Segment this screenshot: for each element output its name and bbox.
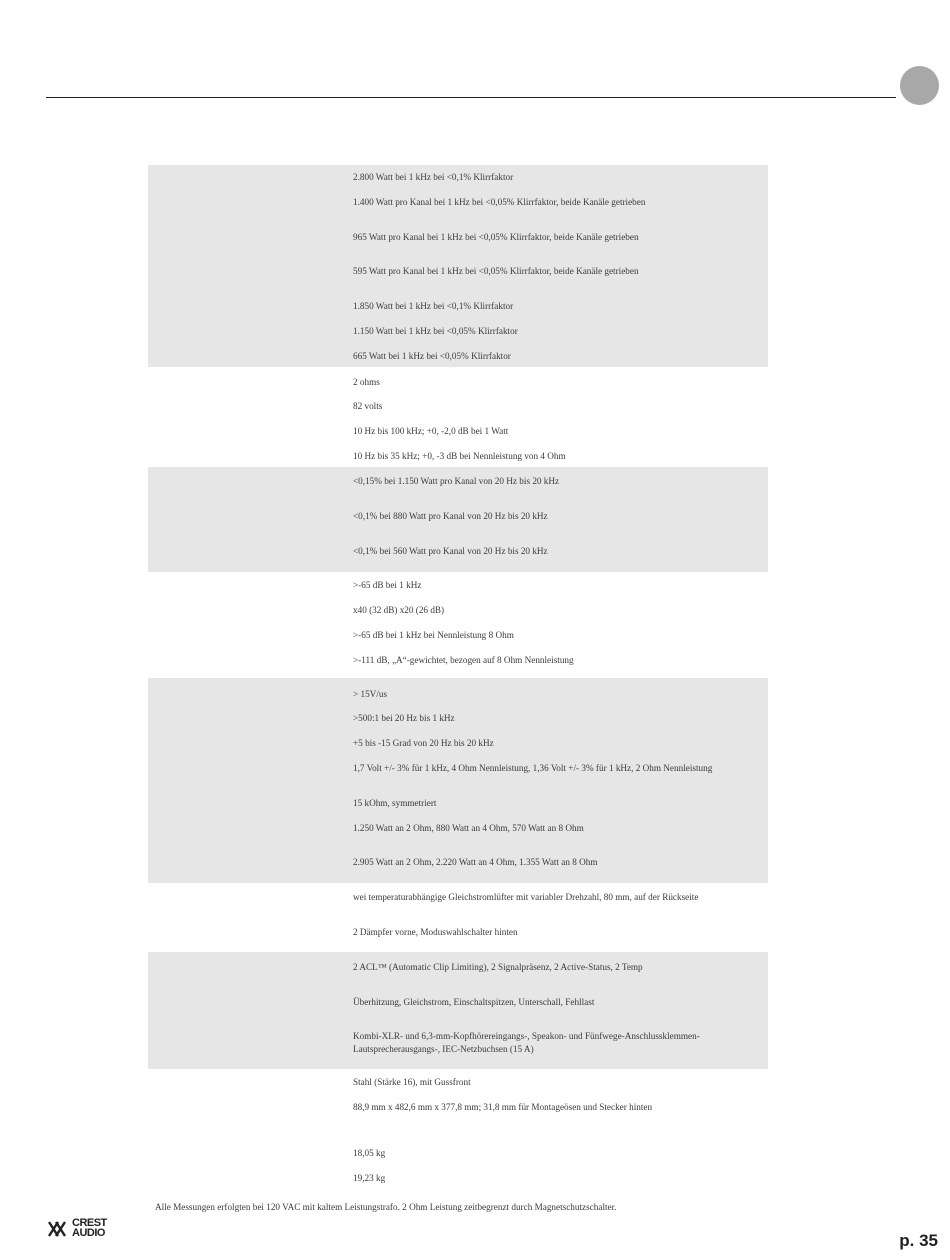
spec-line: Überhitzung, Gleichstrom, Einschaltspitzen, Unterschall, Fehllast xyxy=(353,997,595,1007)
page-number: p. 35 xyxy=(899,1231,938,1250)
spec-line: 15 kOhm, symmetriert xyxy=(353,798,437,808)
spec-line: x40 (32 dB) x20 (26 dB) xyxy=(353,605,445,615)
spec-line: >-111 dB, „A“-gewichtet, bezogen auf 8 Ohm Nennleistung xyxy=(353,655,574,665)
spec-band-physical xyxy=(148,1069,768,1199)
spec-line: 10 Hz bis 35 kHz; +0, -3 dB bei Nennleistung von 4 Ohm xyxy=(353,451,566,461)
spec-line: >500:1 bei 20 Hz bis 1 kHz xyxy=(353,713,455,723)
footnote: Alle Messungen erfolgten bei 120 VAC mit kaltem Leistungstrafo. 2 Ohm Leistung zeitbegrenzt durch Magnetschutzschalter. xyxy=(155,1202,617,1212)
spec-line: 82 volts xyxy=(353,401,383,411)
spec-line: 1.850 Watt bei 1 kHz bei <0,1% Klirrfaktor xyxy=(353,301,514,311)
spec-line: 10 Hz bis 100 kHz; +0, -2,0 dB bei 1 Watt xyxy=(353,426,509,436)
spec-line: Stahl (Stärke 16), mit Gussfront xyxy=(353,1077,471,1087)
spec-band-distortion xyxy=(148,467,768,572)
spec-band-crosstalk-gain xyxy=(148,572,768,678)
spec-line: <0,1% bei 560 Watt pro Kanal von 20 Hz bis 20 kHz xyxy=(353,546,548,556)
spec-band-cooling-controls xyxy=(148,883,768,952)
spec-band-slew-sensitivity xyxy=(148,678,768,883)
spec-line: <0,15% bei 1.150 Watt pro Kanal von 20 Hz bis 20 kHz xyxy=(353,476,560,486)
spec-line: wei temperaturabhängige Gleichstromlüfter mit variabler Drehzahl, 80 mm, auf der Rückseite xyxy=(353,892,699,902)
spec-line: 2.905 Watt an 2 Ohm, 2.220 Watt an 4 Ohm, 1.355 Watt an 8 Ohm xyxy=(353,857,598,867)
crest-audio-logo xyxy=(48,1218,128,1242)
spec-line: >-65 dB bei 1 kHz bei Nennleistung 8 Ohm xyxy=(353,630,514,640)
spec-line: 965 Watt pro Kanal bei 1 kHz bei <0,05% Klirrfaktor, beide Kanäle getrieben xyxy=(353,232,639,242)
spec-line: 1.250 Watt an 2 Ohm, 880 Watt an 4 Ohm, 570 Watt an 8 Ohm xyxy=(353,823,584,833)
spec-line: 2 ohms xyxy=(353,377,380,387)
spec-line: 2 Dämpfer vorne, Moduswahlschalter hinten xyxy=(353,927,518,937)
spec-line: 2.800 Watt bei 1 kHz bei <0,1% Klirrfaktor xyxy=(353,172,514,182)
spec-line: +5 bis -15 Grad von 20 Hz bis 20 kHz xyxy=(353,738,494,748)
spec-line: 19,23 kg xyxy=(353,1173,386,1183)
logo-wordmark xyxy=(72,1218,132,1238)
header-rule xyxy=(46,97,896,98)
spec-line: 1.150 Watt bei 1 kHz bei <0,05% Klirrfaktor xyxy=(353,326,518,336)
spec-band-load-response xyxy=(148,367,768,467)
spec-line: > 15V/us xyxy=(353,689,388,699)
spec-line: 595 Watt pro Kanal bei 1 kHz bei <0,05% Klirrfaktor, beide Kanäle getrieben xyxy=(353,266,639,276)
spec-line: 1.400 Watt pro Kanal bei 1 kHz bei <0,05% Klirrfaktor, beide Kanäle getrieben xyxy=(353,197,646,207)
spec-line: 18,05 kg xyxy=(353,1148,386,1158)
spec-line: 1,7 Volt +/- 3% für 1 kHz, 4 Ohm Nennleistung, 1,36 Volt +/- 3% für 1 kHz, 2 Ohm Nennleistung xyxy=(353,763,713,773)
logo-line-2: AUDIO xyxy=(72,1227,105,1239)
logo-line-1: CREST xyxy=(72,1217,107,1229)
spec-line: 2 ACL™ (Automatic Clip Limiting), 2 Signalpräsenz, 2 Active-Status, 2 Temp xyxy=(353,962,643,972)
page-tab-marker xyxy=(900,66,939,105)
spec-line: 665 Watt bei 1 kHz bei <0,05% Klirrfaktor xyxy=(353,351,511,361)
spec-line: Kombi-XLR- und 6,3-mm-Kopfhörereingangs-, Speakon- und Fünfwege-Anschlussklemmen-Lautsprecherausgangs-, IEC-Netzbuchsen (15 A) xyxy=(353,1031,700,1054)
spec-line: <0,1% bei 880 Watt pro Kanal von 20 Hz bis 20 kHz xyxy=(353,511,548,521)
spec-table xyxy=(148,165,768,1199)
spec-band-indicators-connectors xyxy=(148,952,768,1069)
spec-line: >-65 dB bei 1 kHz xyxy=(353,580,422,590)
spec-band-power-output xyxy=(148,165,768,367)
crest-logo-mark-icon xyxy=(48,1220,70,1238)
spec-line: 88,9 mm x 482,6 mm x 377,8 mm; 31,8 mm für Montageösen und Stecker hinten xyxy=(353,1102,653,1112)
